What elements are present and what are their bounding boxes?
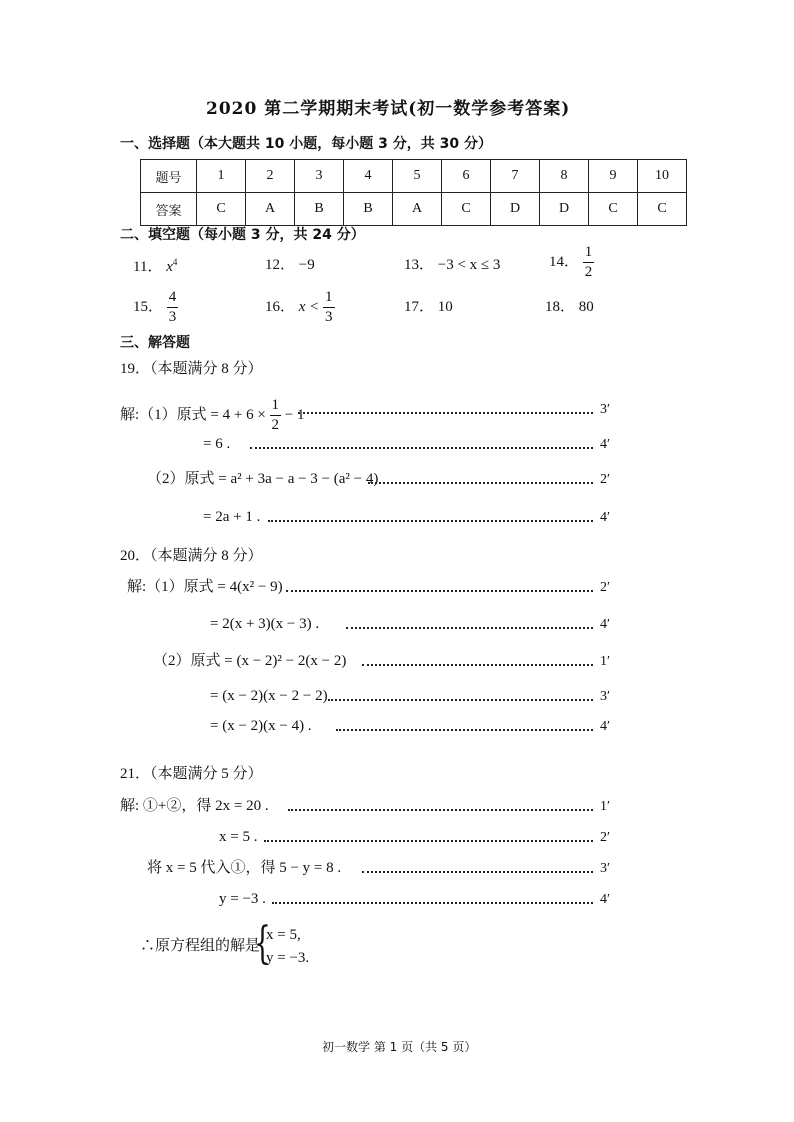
q19-line-1 — [120, 398, 305, 433]
expression-suffix: − 1 — [284, 406, 305, 423]
table-row-answers — [141, 193, 687, 226]
dotted-leader — [264, 840, 593, 842]
question-number: 12． — [265, 257, 296, 273]
row-label-number: 题号 — [141, 160, 197, 193]
fraction-numerator: 4 — [167, 290, 179, 308]
fill-answer-18 — [545, 300, 594, 315]
table-cell: 6 — [442, 160, 491, 193]
q21-line-1: 解: ①+②，得 2x = 20 . — [120, 798, 269, 814]
q21-line-4: y = −3 . — [219, 891, 266, 907]
fill-answer-16 — [265, 290, 335, 325]
q21-line-2: x = 5 . — [219, 829, 258, 845]
table-cell: 3 — [295, 160, 344, 193]
q21-solution-x: x = 5, — [266, 927, 301, 943]
score-mark: 4′ — [600, 437, 611, 452]
dotted-leader — [250, 447, 593, 449]
q19-line-3: （2）原式 = a² + 3a − a − 3 − (a² − 4) — [147, 471, 379, 487]
section-3-heading: 三、解答题 — [120, 335, 190, 351]
table-cell: 10 — [638, 160, 687, 193]
dotted-leader — [268, 520, 593, 522]
score-mark: 4′ — [600, 617, 611, 632]
row-label-answer: 答案 — [141, 193, 197, 226]
expression: 解:（1）原式 = 4 + 6 × — [120, 406, 266, 423]
score-mark: 4′ — [600, 510, 611, 525]
answer-table — [140, 159, 687, 226]
q19-heading: 19．（本题满分 8 分） — [120, 361, 263, 377]
answer-fraction — [323, 290, 335, 325]
answer-exponent: 4 — [172, 257, 178, 267]
table-row-numbers — [141, 160, 687, 193]
fill-answer-15 — [133, 290, 178, 325]
table-cell: D — [491, 193, 540, 226]
dotted-leader — [288, 809, 593, 811]
question-number: 17． — [404, 299, 435, 315]
table-cell: B — [295, 193, 344, 226]
dotted-leader — [272, 902, 593, 904]
answer-fraction — [583, 245, 595, 280]
dotted-leader — [362, 871, 593, 873]
answer-value: −3 < x ≤ 3 — [437, 257, 501, 273]
fraction-denominator: 3 — [168, 309, 177, 325]
dotted-leader — [362, 664, 593, 666]
dotted-leader — [336, 729, 593, 731]
table-cell: B — [344, 193, 393, 226]
table-cell: 7 — [491, 160, 540, 193]
score-mark: 4′ — [600, 892, 611, 907]
left-brace-icon: { — [254, 918, 271, 969]
dotted-leader — [368, 482, 593, 484]
score-mark: 1′ — [600, 654, 611, 669]
q19-line-2: = 6 . — [203, 436, 231, 452]
fraction-numerator: 1 — [323, 290, 335, 308]
fraction-denominator: 2 — [584, 264, 593, 280]
score-mark: 3′ — [600, 402, 611, 417]
page-title: 2020 第二学期期末考试(初一数学参考答案) — [206, 99, 571, 119]
score-mark: 3′ — [600, 861, 611, 876]
q20-heading: 20．（本题满分 8 分） — [120, 548, 263, 564]
question-number: 11． — [133, 259, 163, 275]
answer-prefix: x < — [298, 298, 320, 315]
question-number: 16． — [265, 298, 296, 315]
table-cell: 8 — [540, 160, 589, 193]
score-mark: 2′ — [600, 830, 611, 845]
dotted-leader — [286, 590, 593, 592]
expression-fraction — [270, 398, 282, 433]
fraction-numerator: 1 — [270, 398, 282, 416]
q21-line-3: 将 x = 5 代入①，得 5 − y = 8 . — [147, 860, 342, 876]
fill-answer-14 — [549, 245, 594, 280]
table-cell: 2 — [246, 160, 295, 193]
q20-line-1: 解:（1）原式 = 4(x² − 9) — [127, 579, 283, 595]
fraction-denominator: 3 — [325, 309, 333, 325]
question-number: 15． — [133, 298, 164, 315]
question-number: 18． — [545, 299, 576, 315]
table-cell: D — [540, 193, 589, 226]
dotted-leader — [346, 627, 593, 629]
q20-line-3: （2）原式 = (x − 2)² − 2(x − 2) — [153, 653, 347, 669]
fill-answer-11 — [133, 258, 177, 275]
table-cell: C — [442, 193, 491, 226]
question-number: 13． — [404, 257, 435, 273]
question-number: 14． — [549, 253, 580, 270]
fill-answer-12 — [265, 258, 315, 273]
q20-line-4: = (x − 2)(x − 2 − 2) — [210, 688, 328, 704]
answer-value: 10 — [437, 299, 453, 315]
score-mark: 2′ — [600, 580, 611, 595]
table-cell: A — [246, 193, 295, 226]
section-2-heading: 二、填空题（每小题 3 分，共 24 分） — [120, 227, 365, 243]
q21-heading: 21．（本题满分 5 分） — [120, 766, 263, 782]
answer-base: x — [166, 259, 173, 275]
q20-line-5: = (x − 2)(x − 4) . — [210, 718, 312, 734]
answer-value: −9 — [298, 257, 315, 273]
table-cell: C — [589, 193, 638, 226]
page-footer: 初一数学 第 1 页（共 5 页） — [322, 1040, 477, 1054]
fill-answer-13 — [404, 258, 500, 273]
q19-line-4: = 2a + 1 . — [203, 509, 261, 525]
q21-conclusion: ∴原方程组的解是 — [140, 938, 261, 954]
table-cell: A — [393, 193, 442, 226]
fraction-numerator: 1 — [583, 245, 595, 263]
q21-solution-y: y = −3. — [266, 950, 310, 966]
answer-value: 80 — [578, 299, 594, 315]
section-1-heading: 一、选择题（本大题共 10 小题，每小题 3 分，共 30 分） — [120, 136, 492, 152]
table-cell: 5 — [393, 160, 442, 193]
score-mark: 4′ — [600, 719, 611, 734]
dotted-leader — [298, 412, 593, 414]
table-cell: 9 — [589, 160, 638, 193]
table-cell: C — [197, 193, 246, 226]
fill-answer-17 — [404, 300, 453, 315]
q20-line-2: = 2(x + 3)(x − 3) . — [210, 616, 320, 632]
dotted-leader — [328, 699, 593, 701]
table-cell: C — [638, 193, 687, 226]
score-mark: 2′ — [600, 472, 611, 487]
score-mark: 1′ — [600, 799, 611, 814]
fraction-denominator: 2 — [271, 417, 280, 433]
answer-fraction — [167, 290, 179, 325]
score-mark: 3′ — [600, 689, 611, 704]
table-cell: 1 — [197, 160, 246, 193]
table-cell: 4 — [344, 160, 393, 193]
